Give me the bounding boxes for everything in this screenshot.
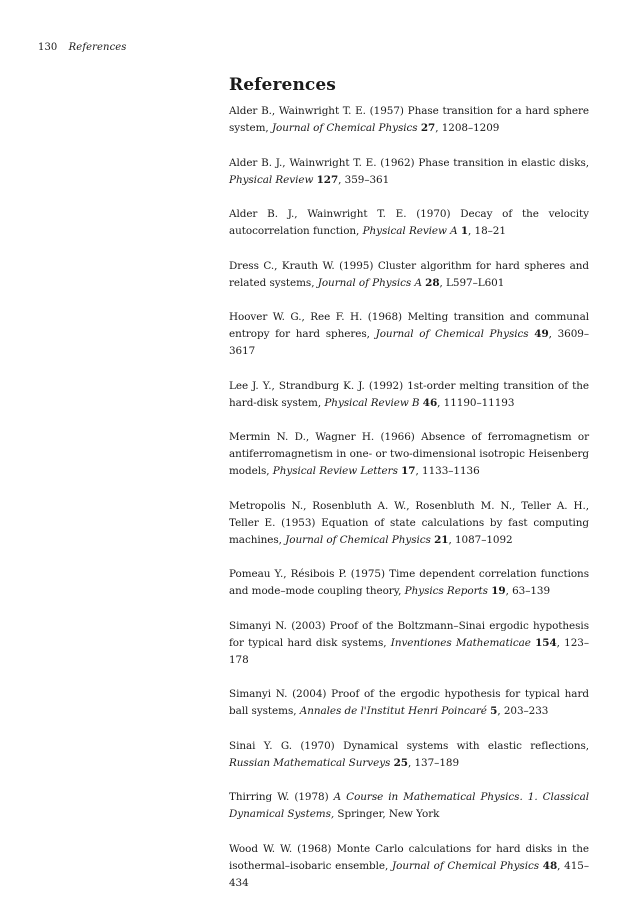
ref-year: (1968)	[367, 311, 403, 323]
ref-year: (1966)	[380, 431, 415, 443]
ref-pages: Springer, New York	[334, 808, 440, 820]
reference-item	[229, 618, 589, 669]
ref-volume: 48	[542, 859, 558, 872]
ref-volume: 154	[535, 636, 557, 649]
ref-title: Monte Carlo calculations for hard disks in the isothermal–isobaric ensemble,	[229, 842, 589, 872]
ref-pages: , 123–178	[229, 636, 589, 666]
ref-title: Melting transition and communal entropy for hard spheres,	[229, 311, 589, 340]
ref-pages: , 1087–1092	[448, 533, 513, 546]
ref-year: (2004)	[292, 688, 327, 700]
page-number: 130	[38, 42, 58, 53]
section-title: References	[229, 75, 336, 95]
ref-volume: 49	[534, 328, 549, 340]
ref-pages: , L597–L601	[439, 276, 505, 289]
ref-authors: Dress C., Krauth W.	[229, 259, 335, 272]
ref-journal: Journal of Chemical Physics	[271, 122, 418, 134]
reference-item	[229, 566, 589, 600]
ref-authors: Metropolis N., Rosenbluth A. W., Rosenbluth M. N., Teller A. H., Teller E.	[229, 499, 589, 529]
ref-journal: Physics Reports	[404, 585, 488, 597]
ref-journal: Journal of Physics A	[317, 276, 422, 289]
ref-title: Proof of the Boltzmann–Sinai ergodic hypothesis for typical hard disk systems,	[229, 619, 589, 649]
reference-item	[229, 429, 589, 480]
ref-pages: , 11190–11193	[437, 396, 515, 409]
reference-item	[229, 378, 589, 412]
ref-title: Time dependent correlation functions and mode–mode coupling theory,	[229, 568, 589, 597]
ref-volume: 5	[490, 705, 498, 717]
ref-authors: Alder B., Wainwright T. E.	[229, 105, 366, 117]
ref-title: Dynamical systems with elastic reflections,	[343, 739, 589, 752]
reference-item	[229, 206, 589, 240]
ref-pages: , 203–233	[497, 705, 549, 717]
reference-item	[229, 498, 589, 549]
running-head	[38, 42, 127, 53]
ref-pages: , 18–21	[468, 225, 506, 237]
ref-pages: , 137–189	[407, 756, 460, 769]
ref-year: (1995)	[339, 259, 374, 272]
ref-pages: , 359–361	[338, 173, 390, 186]
ref-volume: 19	[491, 585, 506, 597]
ref-journal: Physical Review	[229, 173, 314, 186]
ref-authors: Wood W. W.	[229, 842, 293, 855]
ref-title: Proof of the ergodic hypothesis for typical hard ball systems,	[229, 688, 589, 717]
ref-pages: , 63–139	[505, 585, 551, 597]
ref-journal: Physical Review Letters	[272, 465, 398, 477]
ref-year: (1970)	[416, 208, 451, 220]
ref-authors: Simanyi N.	[229, 688, 288, 700]
ref-pages: , 3609–3617	[229, 328, 589, 357]
ref-title: Equation of state calculations by fast computing machines,	[229, 516, 589, 546]
reference-item	[229, 789, 589, 823]
ref-title: Phase transition for a hard sphere system,	[229, 105, 589, 134]
ref-year: (1975)	[350, 568, 385, 580]
ref-journal: Physical Review B	[324, 396, 420, 409]
ref-authors: Lee J. Y., Strandburg K. J.	[229, 379, 365, 392]
ref-title: Phase transition in elastic disks,	[418, 156, 589, 169]
ref-volume: 21	[434, 533, 449, 546]
ref-authors: Thirring W.	[229, 791, 290, 803]
ref-volume: 127	[316, 173, 339, 186]
ref-year: (1968)	[297, 842, 332, 855]
ref-year: (1978)	[294, 791, 329, 803]
ref-volume: 46	[422, 396, 438, 409]
ref-authors: Hoover W. G., Ree F. H.	[229, 311, 363, 323]
ref-journal: Physical Review A	[362, 225, 458, 237]
ref-pages: , 1133–1136	[415, 465, 480, 477]
ref-volume: 1	[460, 225, 469, 237]
ref-authors: Sinai Y. G.	[229, 739, 293, 752]
ref-journal: A Course in Mathematical Physics. 1. Classical Dynamical Systems,	[229, 791, 589, 820]
ref-title: 1st-order melting transition of the hard-disk system,	[229, 379, 589, 409]
ref-journal: Journal of Chemical Physics	[392, 859, 540, 872]
ref-year: (1992)	[368, 379, 404, 392]
ref-year: (1953)	[281, 516, 316, 529]
ref-title: Cluster algorithm for hard spheres and related systems,	[229, 259, 589, 289]
ref-year: (1962)	[380, 156, 415, 169]
running-head-section: References	[68, 42, 127, 53]
reference-item	[229, 103, 589, 137]
ref-pages: , 1208–1209	[435, 122, 500, 134]
ref-journal: Russian Mathematical Surveys	[229, 756, 391, 769]
ref-journal: Inventiones Mathematicae	[390, 636, 531, 649]
ref-volume: 27	[420, 122, 436, 134]
ref-authors: Simanyi N.	[229, 619, 287, 632]
ref-year: (1957)	[369, 105, 404, 117]
ref-volume: 28	[425, 276, 440, 289]
ref-journal: Annales de l'Institut Henri Poincaré	[299, 705, 487, 717]
ref-pages: , 415–434	[229, 859, 589, 889]
reference-item	[229, 309, 589, 360]
reference-list	[229, 103, 589, 909]
reference-item	[229, 155, 589, 189]
ref-year: (2003)	[291, 619, 326, 632]
ref-journal: Journal of Chemical Physics	[375, 328, 529, 340]
reference-item	[229, 258, 589, 292]
ref-authors: Mermin N. D., Wagner H.	[229, 431, 375, 443]
ref-title: Absence of ferromagnetism or antiferromagnetism in one- or two-dimensional isotropic Heisenberg models,	[229, 431, 589, 477]
ref-volume: 25	[393, 756, 408, 769]
reference-item	[229, 841, 589, 892]
reference-item	[229, 738, 589, 772]
ref-authors: Alder B. J., Wainwright T. E.	[229, 156, 377, 169]
reference-item	[229, 686, 589, 720]
ref-year: (1970)	[300, 739, 335, 752]
ref-authors: Pomeau Y., Résibois P.	[229, 568, 347, 580]
ref-journal: Journal of Chemical Physics	[285, 533, 431, 546]
ref-title: Decay of the velocity autocorrelation function,	[229, 208, 589, 237]
ref-volume: 17	[401, 465, 416, 477]
ref-authors: Alder B. J., Wainwright T. E.	[229, 208, 407, 220]
